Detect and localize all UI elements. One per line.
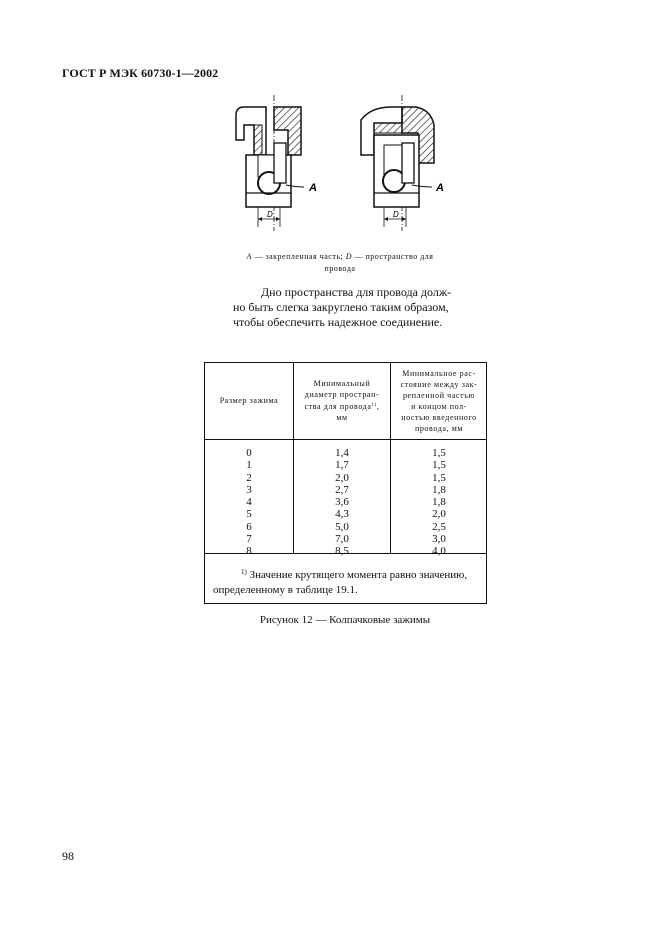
left-d-label: D <box>267 210 273 219</box>
table-cell: 1,5 <box>432 447 446 459</box>
table-footnote: $^{1)}$ Значение крутящего момента равно значению, определенному в таблице 19.1. <box>213 568 468 596</box>
table-cell: 7,0 <box>335 533 349 546</box>
header-min-distance: Минимальное рас- стояние между зак- репленной частью и концом пол- ностью введенного провода, мм <box>400 369 478 433</box>
page-number: 98 <box>62 849 74 863</box>
table-cell: 2 <box>246 471 252 484</box>
document-header: ГОСТ Р МЭК 60730-1—2002 <box>62 66 219 80</box>
column-distances <box>391 447 487 558</box>
header-clamp-size: Размер зажима <box>219 396 279 405</box>
table-cell: 2,5 <box>432 520 446 533</box>
table-cell: 2,7 <box>335 483 349 496</box>
table-cell: 1 <box>246 459 252 472</box>
table-cell: 1,7 <box>335 459 349 472</box>
table-cell: 1,5 <box>432 459 446 472</box>
right-a-label: A <box>436 182 444 194</box>
table-cell: 5 <box>246 508 252 521</box>
column-sizes <box>205 447 293 558</box>
table-cell: 8 <box>246 545 252 558</box>
table-cell: 0 <box>246 447 252 459</box>
figure-legend: A — закрепленная часть; D — пространство для провода <box>246 252 434 273</box>
cap-clamp-drawings <box>226 95 466 235</box>
table-cell: 1,4 <box>335 447 349 459</box>
table-cell: 2,0 <box>432 508 446 521</box>
left-a-label: A <box>309 182 317 194</box>
body-paragraph: Дно пространства для провода долж- но быть слегка закруглено таким образом, чтобы обеспечить надежное соединение. <box>233 285 452 329</box>
table-cell: 1,8 <box>432 496 446 509</box>
table-cell: 3 <box>246 483 252 496</box>
column-diameters <box>294 447 390 558</box>
table-cell: 4,0 <box>432 545 446 558</box>
table-cell: 6 <box>246 520 252 533</box>
figure-caption: Рисунок 12 — Колпачковые зажимы <box>259 614 431 626</box>
table-cell: 1,8 <box>432 483 446 496</box>
table-cell: 4,3 <box>335 508 349 521</box>
table-cell: 3,0 <box>432 533 446 546</box>
table-cell: 4 <box>246 496 252 509</box>
clamp-dimensions-table <box>204 362 487 604</box>
right-d-label: D <box>393 210 399 219</box>
table-cell: 3,6 <box>335 496 349 509</box>
table-cell: 2,0 <box>335 471 349 484</box>
table-cell: 1,5 <box>432 471 446 484</box>
table-cell: 5,0 <box>335 520 349 533</box>
table-cell: 8,5 <box>335 545 349 558</box>
table-cell: 7 <box>246 533 252 546</box>
header-min-diameter: Минимальный диаметр простран- ства для провода$^{1)}$, мм <box>304 379 380 422</box>
